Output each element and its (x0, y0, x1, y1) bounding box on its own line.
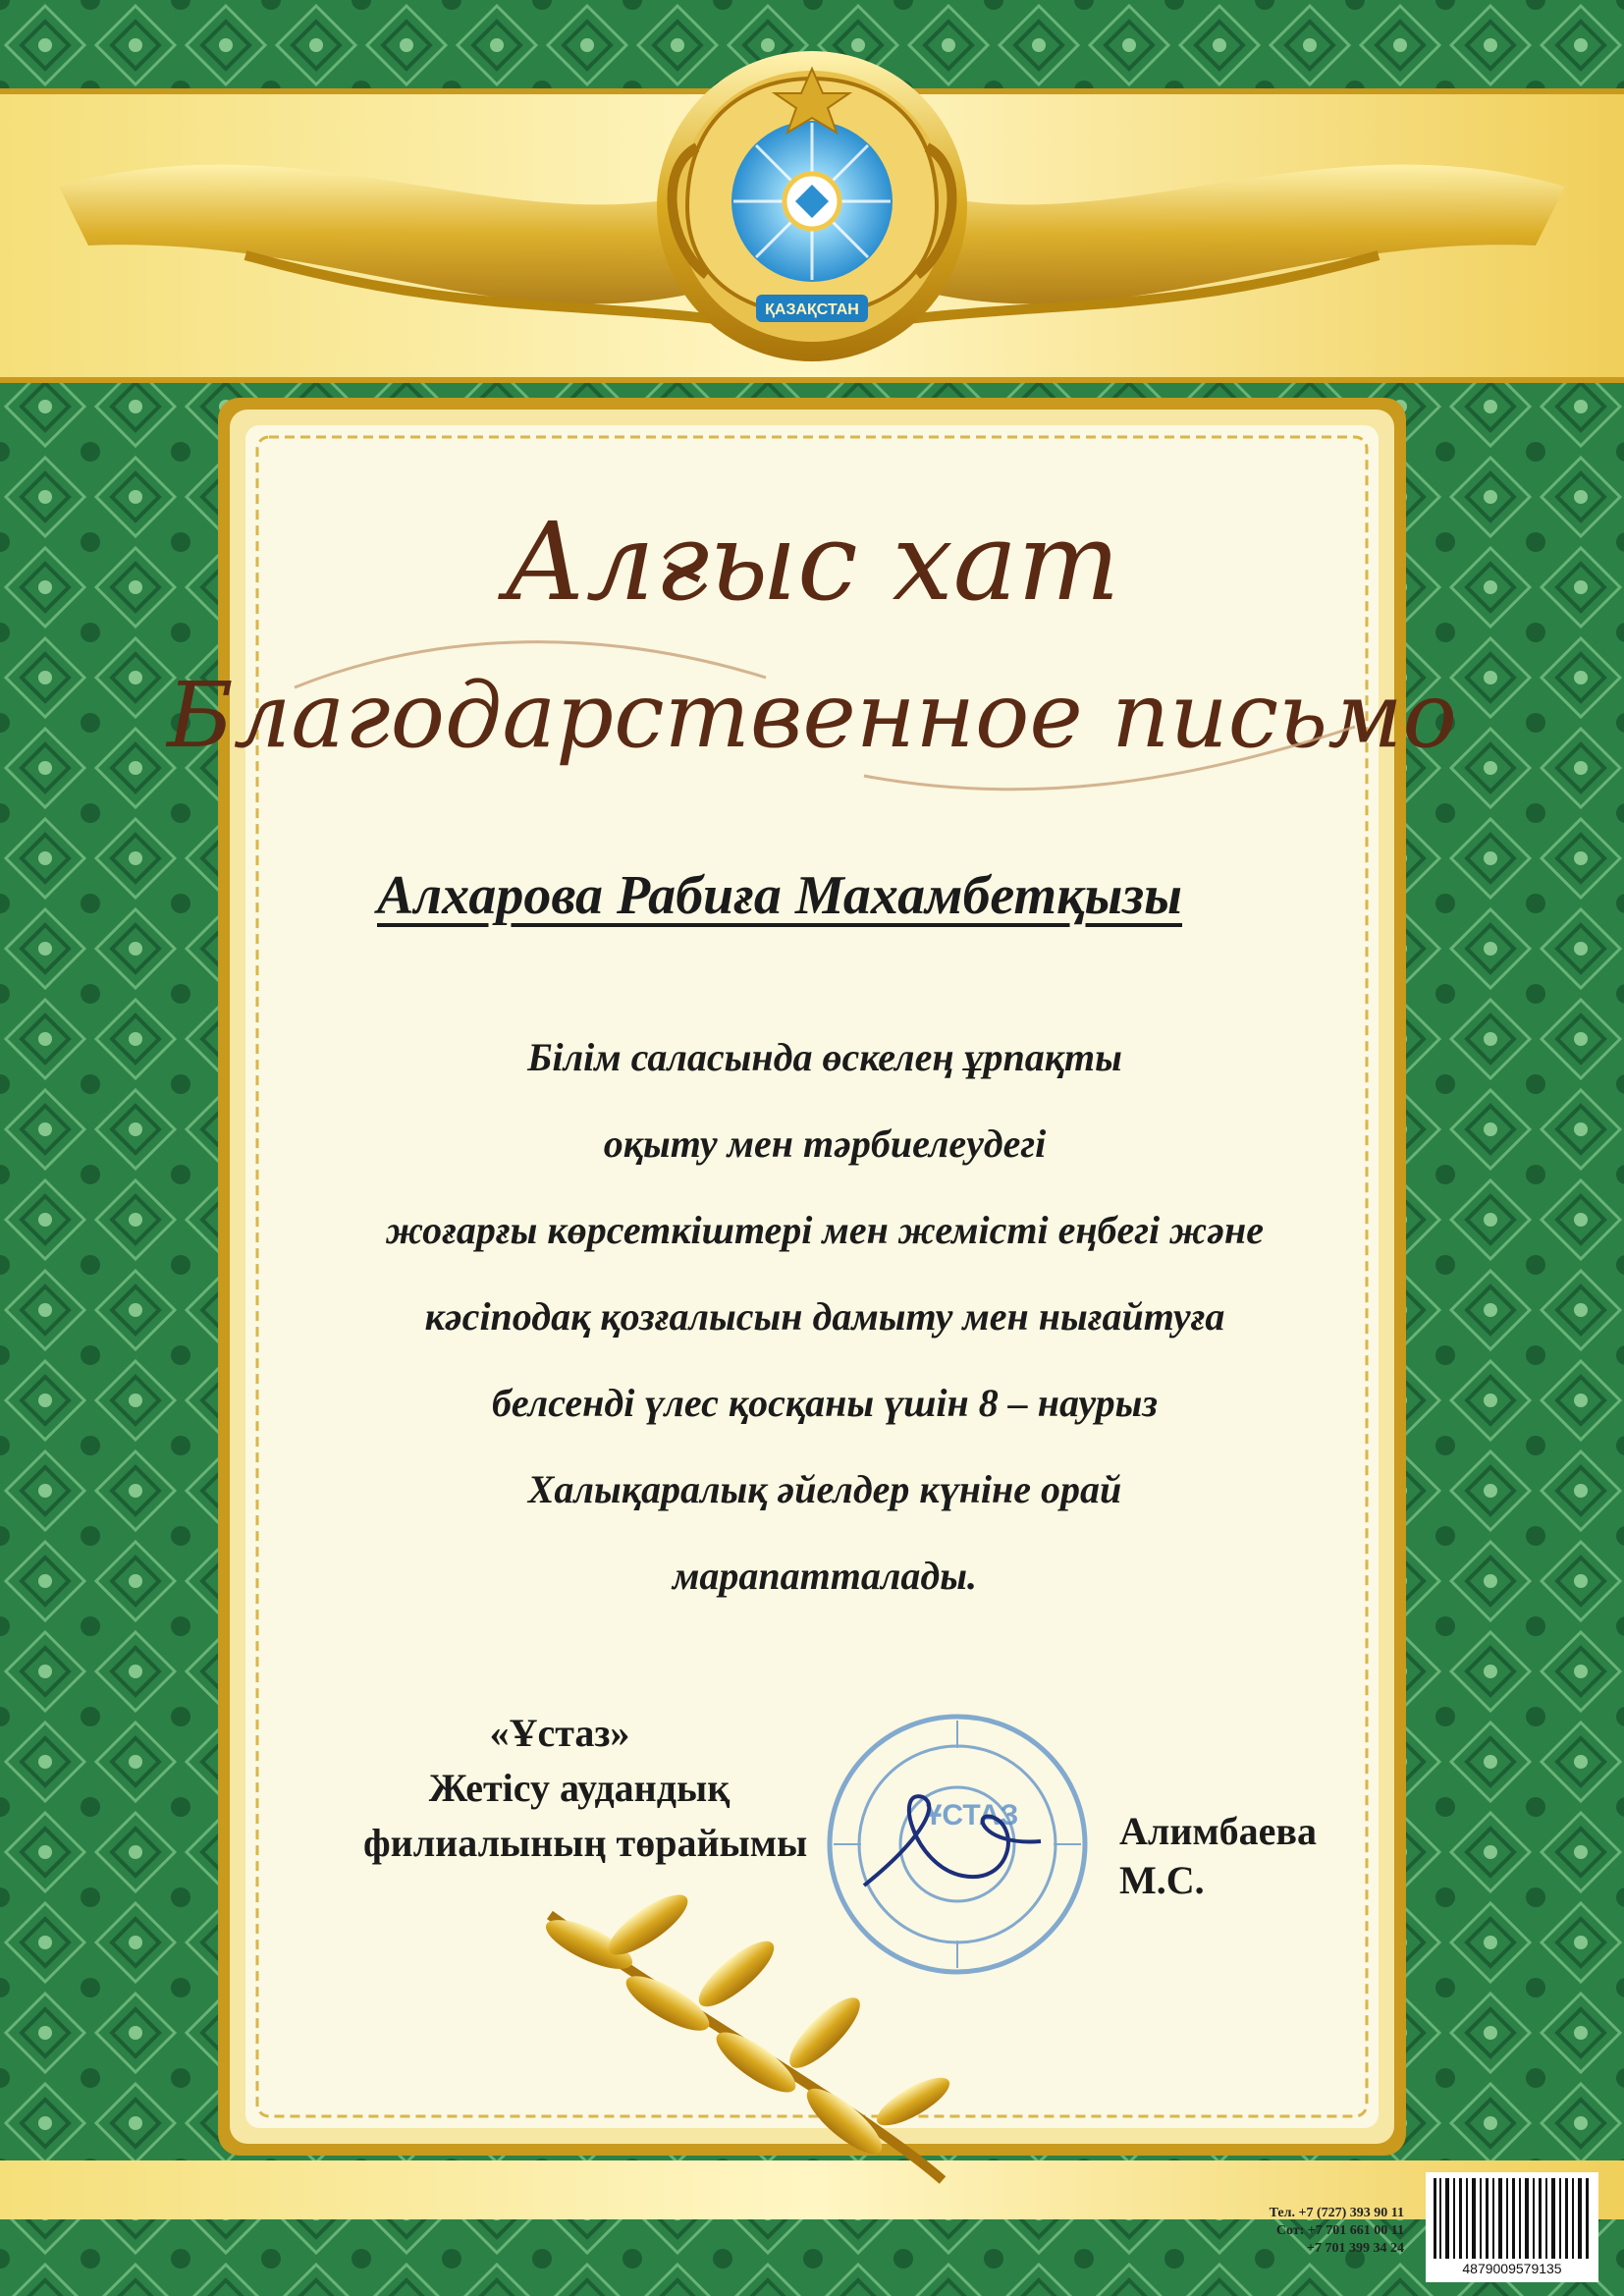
signature-org-line-1: «Ұстаз» (489, 1711, 630, 1755)
contact-phone-2: Сот: +7 701 661 00 11 (1275, 2223, 1404, 2238)
signatory-name: Алимбаева М.С. (1119, 1809, 1317, 1902)
body-line-4: кәсіподақ қозғалысын дамыту мен нығайтуға (424, 1294, 1225, 1339)
signature-org-line-2: Жетісу аудандық (428, 1766, 731, 1810)
body-line-6: Халықаралық әйелдер күніне орай (527, 1467, 1122, 1511)
contacts (1129, 2205, 1404, 2258)
contact-phone-3: +7 701 399 34 24 (1307, 2241, 1404, 2256)
body-line-3: жоғарғы көрсеткіштері мен жемісті еңбегі және (386, 1208, 1264, 1252)
body-line-7: марапатталады. (673, 1554, 977, 1598)
title-kz: Алғыс хат (504, 499, 1120, 625)
stamp-label: ҰСТАЗ (925, 1799, 1019, 1831)
emblem-label: ҚАЗАҚСТАН (765, 301, 859, 318)
body-line-5: белсенді үлес қосқаны үшін 8 – наурыз (491, 1381, 1159, 1425)
signature-org-line-3: филиалының төрайымы (363, 1821, 808, 1865)
body-line-2: оқыту мен тәрбиелеудегі (603, 1121, 1047, 1166)
title-ru: Благодарственное письмо (167, 663, 1457, 768)
barcode-number: 4879009579135 (1462, 2261, 1562, 2276)
body-line-1: Білім саласында өскелең ұрпақты (527, 1035, 1122, 1079)
contact-phone-1: Тел. +7 (727) 393 90 11 (1269, 2206, 1404, 2220)
recipient-name: Алхарова Рабиға Махамбетқызы (377, 865, 1183, 926)
